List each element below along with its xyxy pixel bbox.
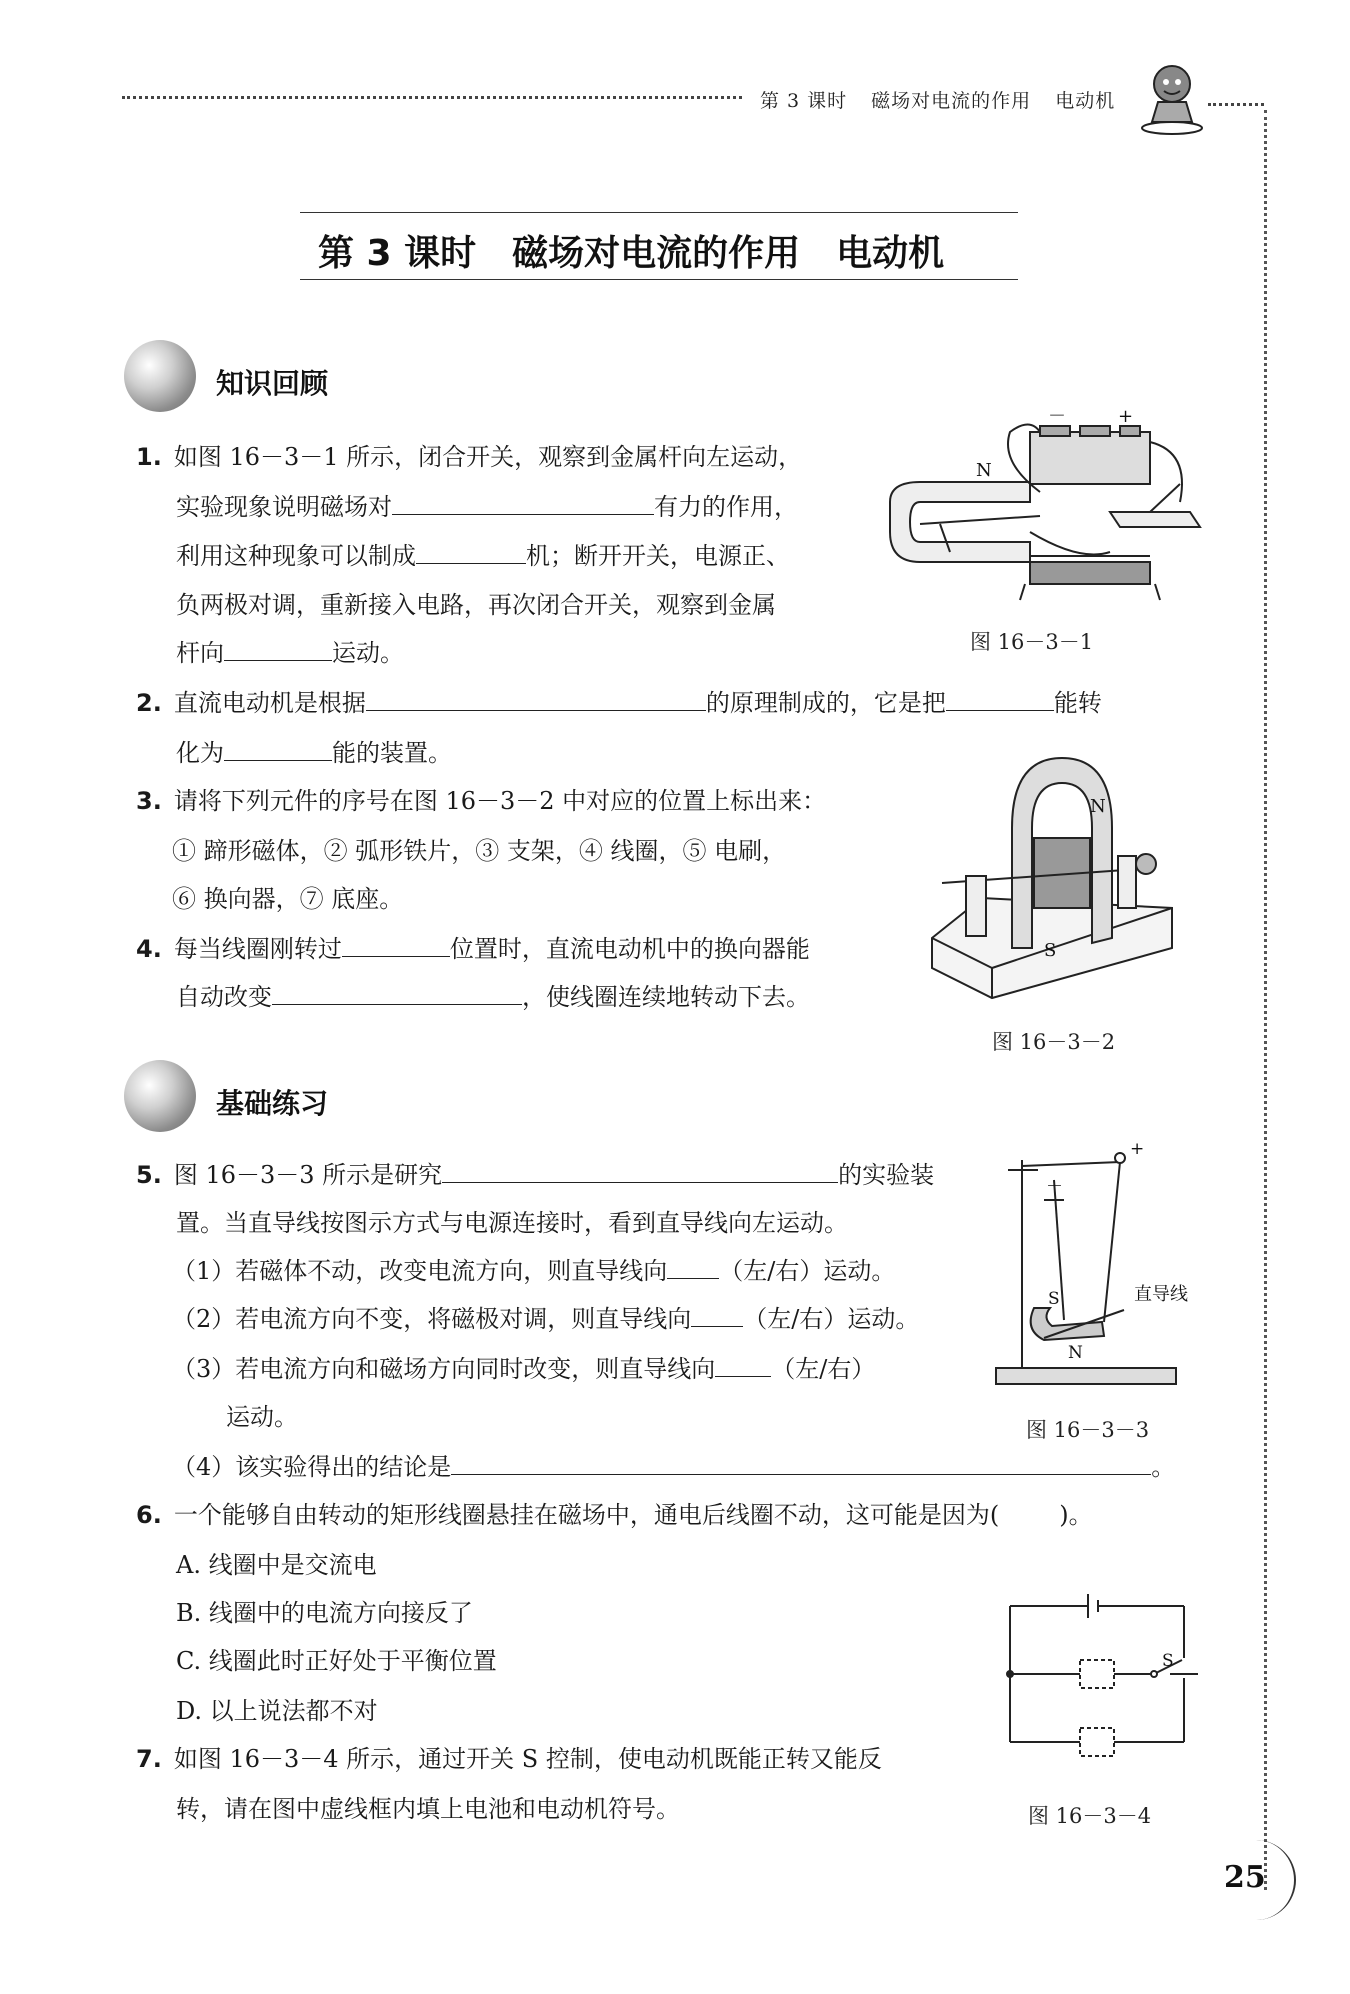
f1-label-plus: + <box>1118 406 1134 427</box>
q7-line2: 转，请在图中虚线框内填上电池和电动机符号。 <box>176 1795 680 1823</box>
q4-text1a: 每当线圈刚转过 <box>173 935 342 963</box>
q5-sub4 <box>172 1452 1175 1482</box>
q1-text5a: 杆向 <box>176 639 224 667</box>
q5-text1a: 图 16－3－3 所示是研究 <box>173 1161 443 1189</box>
q3-line3: ⑥ 换向器，⑦ 底座。 <box>172 885 404 913</box>
figure-caption-16-3-2: 图 16－3－2 <box>992 1030 1116 1054</box>
q5-sub3-cont: 运动。 <box>226 1403 298 1431</box>
q1-text3b: 机；断开开关，电源正、 <box>526 542 790 570</box>
q5-blank5[interactable] <box>451 1452 1151 1475</box>
q2-text2a: 化为 <box>176 739 224 767</box>
q2-text1c: 能转 <box>1053 689 1102 717</box>
f2-label-s: S <box>1044 940 1057 961</box>
q2-text1a: 直流电动机是根据 <box>173 689 366 717</box>
figure-caption-16-3-4: 图 16－3－4 <box>1028 1804 1152 1828</box>
q1-text2b: 有力的作用， <box>654 493 798 521</box>
q5-sub1 <box>172 1256 895 1286</box>
figure-16-3-4 <box>1004 1590 1204 1750</box>
globe-icon <box>124 1060 196 1132</box>
q2-number: 2. <box>136 689 162 717</box>
q2-text1b: 的原理制成的，它是把 <box>705 689 946 717</box>
q4-blank2[interactable] <box>272 982 522 1005</box>
q6-option-a[interactable]: A. 线圈中是交流电 <box>176 1551 377 1579</box>
q1-blank2[interactable] <box>416 541 526 564</box>
margin-dotted-line <box>1264 110 1267 1890</box>
q3-line1 <box>136 786 826 816</box>
f3-label-minus: － <box>1046 1177 1063 1197</box>
q1-blank3[interactable] <box>224 638 332 661</box>
figure-16-3-2 <box>922 748 1182 1008</box>
q5-sub3 <box>172 1354 875 1384</box>
q2-text2b: 能的装置。 <box>332 739 452 767</box>
figure-16-3-1 <box>880 406 1220 612</box>
q3-number: 3. <box>136 787 162 815</box>
section-title-practice: 基础练习 <box>216 1087 329 1120</box>
running-header <box>760 86 1139 113</box>
f3-label-s: S <box>1048 1289 1060 1309</box>
f1-label-n: N <box>976 460 992 481</box>
q4-number: 4. <box>136 935 162 963</box>
q5-line1 <box>136 1160 934 1190</box>
q2-blank3[interactable] <box>224 738 332 761</box>
q5-text1b: 的实验装 <box>838 1161 935 1189</box>
q5-blank1[interactable] <box>442 1160 838 1183</box>
q4-text1b: 位置时，直流电动机中的换向器能 <box>449 935 810 963</box>
q6-option-b[interactable]: B. 线圈中的电流方向接反了 <box>176 1599 473 1627</box>
q6-stem-end: )。 <box>1059 1501 1093 1529</box>
q5-sub1b: （左/右）运动。 <box>719 1257 896 1285</box>
q7-line1 <box>136 1744 882 1774</box>
q3-text1: 请将下列元件的序号在图 16－3－2 中对应的位置上标出来： <box>173 787 827 815</box>
f4-label-s: S <box>1162 1651 1174 1671</box>
header-dotted-line <box>122 96 742 99</box>
q1-line5 <box>176 638 404 668</box>
q1-line1 <box>136 442 802 472</box>
section-title-review: 知识回顾 <box>216 367 329 400</box>
q4-blank1[interactable] <box>342 934 450 957</box>
q6-option-d[interactable]: D. 以上说法都不对 <box>176 1697 378 1725</box>
f3-label-n: N <box>1068 1343 1083 1363</box>
q4-text2b: ，使线圈连续地转动下去。 <box>522 983 810 1011</box>
q5-line2: 置。当直导线按图示方式与电源连接时，看到直导线向左运动。 <box>176 1209 848 1237</box>
lesson-title: 第 3 课时 磁场对电流的作用 电动机 <box>318 233 945 274</box>
q6-option-c[interactable]: C. 线圈此时正好处于平衡位置 <box>176 1647 497 1675</box>
figure-caption-16-3-1: 图 16－3－1 <box>970 630 1094 654</box>
header-topic: 磁场对电流的作用 <box>871 90 1032 112</box>
page-number: 25 <box>1224 1860 1266 1895</box>
q2-line1 <box>136 688 1102 718</box>
q1-text2a: 实验现象说明磁场对 <box>176 493 392 521</box>
q6-stem-text: 一个能够自由转动的矩形线圈悬挂在磁场中，通电后线圈不动，这可能是因为( <box>173 1501 1000 1529</box>
q5-sub4a: （4）该实验得出的结论是 <box>172 1453 452 1481</box>
figure-16-3-3 <box>994 1140 1194 1390</box>
header-lesson: 第 3 课时 <box>760 90 848 112</box>
q1-text1: 如图 16－3－1 所示，闭合开关，观察到金属杆向左运动， <box>173 443 803 471</box>
q5-blank3[interactable] <box>691 1304 743 1327</box>
f3-label-plus: + <box>1130 1139 1145 1159</box>
q1-blank1[interactable] <box>392 492 654 515</box>
q1-number: 1. <box>136 443 162 471</box>
q5-sub1a: （1）若磁体不动，改变电流方向，则直导线向 <box>172 1257 668 1285</box>
f1-label-minus: － <box>1048 406 1066 427</box>
f3-label-wire: 直导线 <box>1134 1284 1188 1305</box>
q1-text3a: 利用这种现象可以制成 <box>176 542 416 570</box>
f2-label-n: N <box>1090 796 1106 817</box>
q5-number: 5. <box>136 1161 162 1189</box>
q2-blank2[interactable] <box>946 688 1054 711</box>
figure-caption-16-3-3: 图 16－3－3 <box>1026 1418 1150 1442</box>
q5-sub2 <box>172 1304 919 1334</box>
q2-blank1[interactable] <box>366 688 706 711</box>
q5-sub2b: （左/右）运动。 <box>743 1305 920 1333</box>
q5-blank2[interactable] <box>667 1256 719 1279</box>
q7-number: 7. <box>136 1745 162 1773</box>
globe-icon <box>124 340 196 412</box>
q4-line2 <box>176 982 810 1012</box>
q5-sub4b: 。 <box>1151 1453 1176 1481</box>
q7-text1: 如图 16－3－4 所示，通过开关 S 控制，使电动机既能正转又能反 <box>173 1745 882 1773</box>
header-dotted-line-right <box>1208 103 1264 106</box>
q6-stem <box>136 1500 1093 1530</box>
q1-line3 <box>176 541 790 571</box>
q3-line2: ① 蹄形磁体，② 弧形铁片，③ 支架，④ 线圈，⑤ 电刷， <box>172 837 787 865</box>
mascot-icon <box>1132 58 1212 138</box>
q2-line2 <box>176 738 452 768</box>
header-subtopic: 电动机 <box>1055 90 1116 112</box>
q4-line1 <box>136 934 810 964</box>
q5-blank4[interactable] <box>715 1354 771 1377</box>
q1-line2 <box>176 492 798 522</box>
q5-sub3a: （3）若电流方向和磁场方向同时改变，则直导线向 <box>172 1355 716 1383</box>
q1-line4: 负两极对调，重新接入电路，再次闭合开关，观察到金属 <box>176 591 776 619</box>
q5-sub2a: （2）若电流方向不变，将磁极对调，则直导线向 <box>172 1305 692 1333</box>
q5-sub3b: （左/右） <box>771 1355 876 1383</box>
q4-text2a: 自动改变 <box>176 983 272 1011</box>
lesson-title-box <box>300 212 1018 280</box>
q1-text5b: 运动。 <box>332 639 404 667</box>
q6-number: 6. <box>136 1501 162 1529</box>
